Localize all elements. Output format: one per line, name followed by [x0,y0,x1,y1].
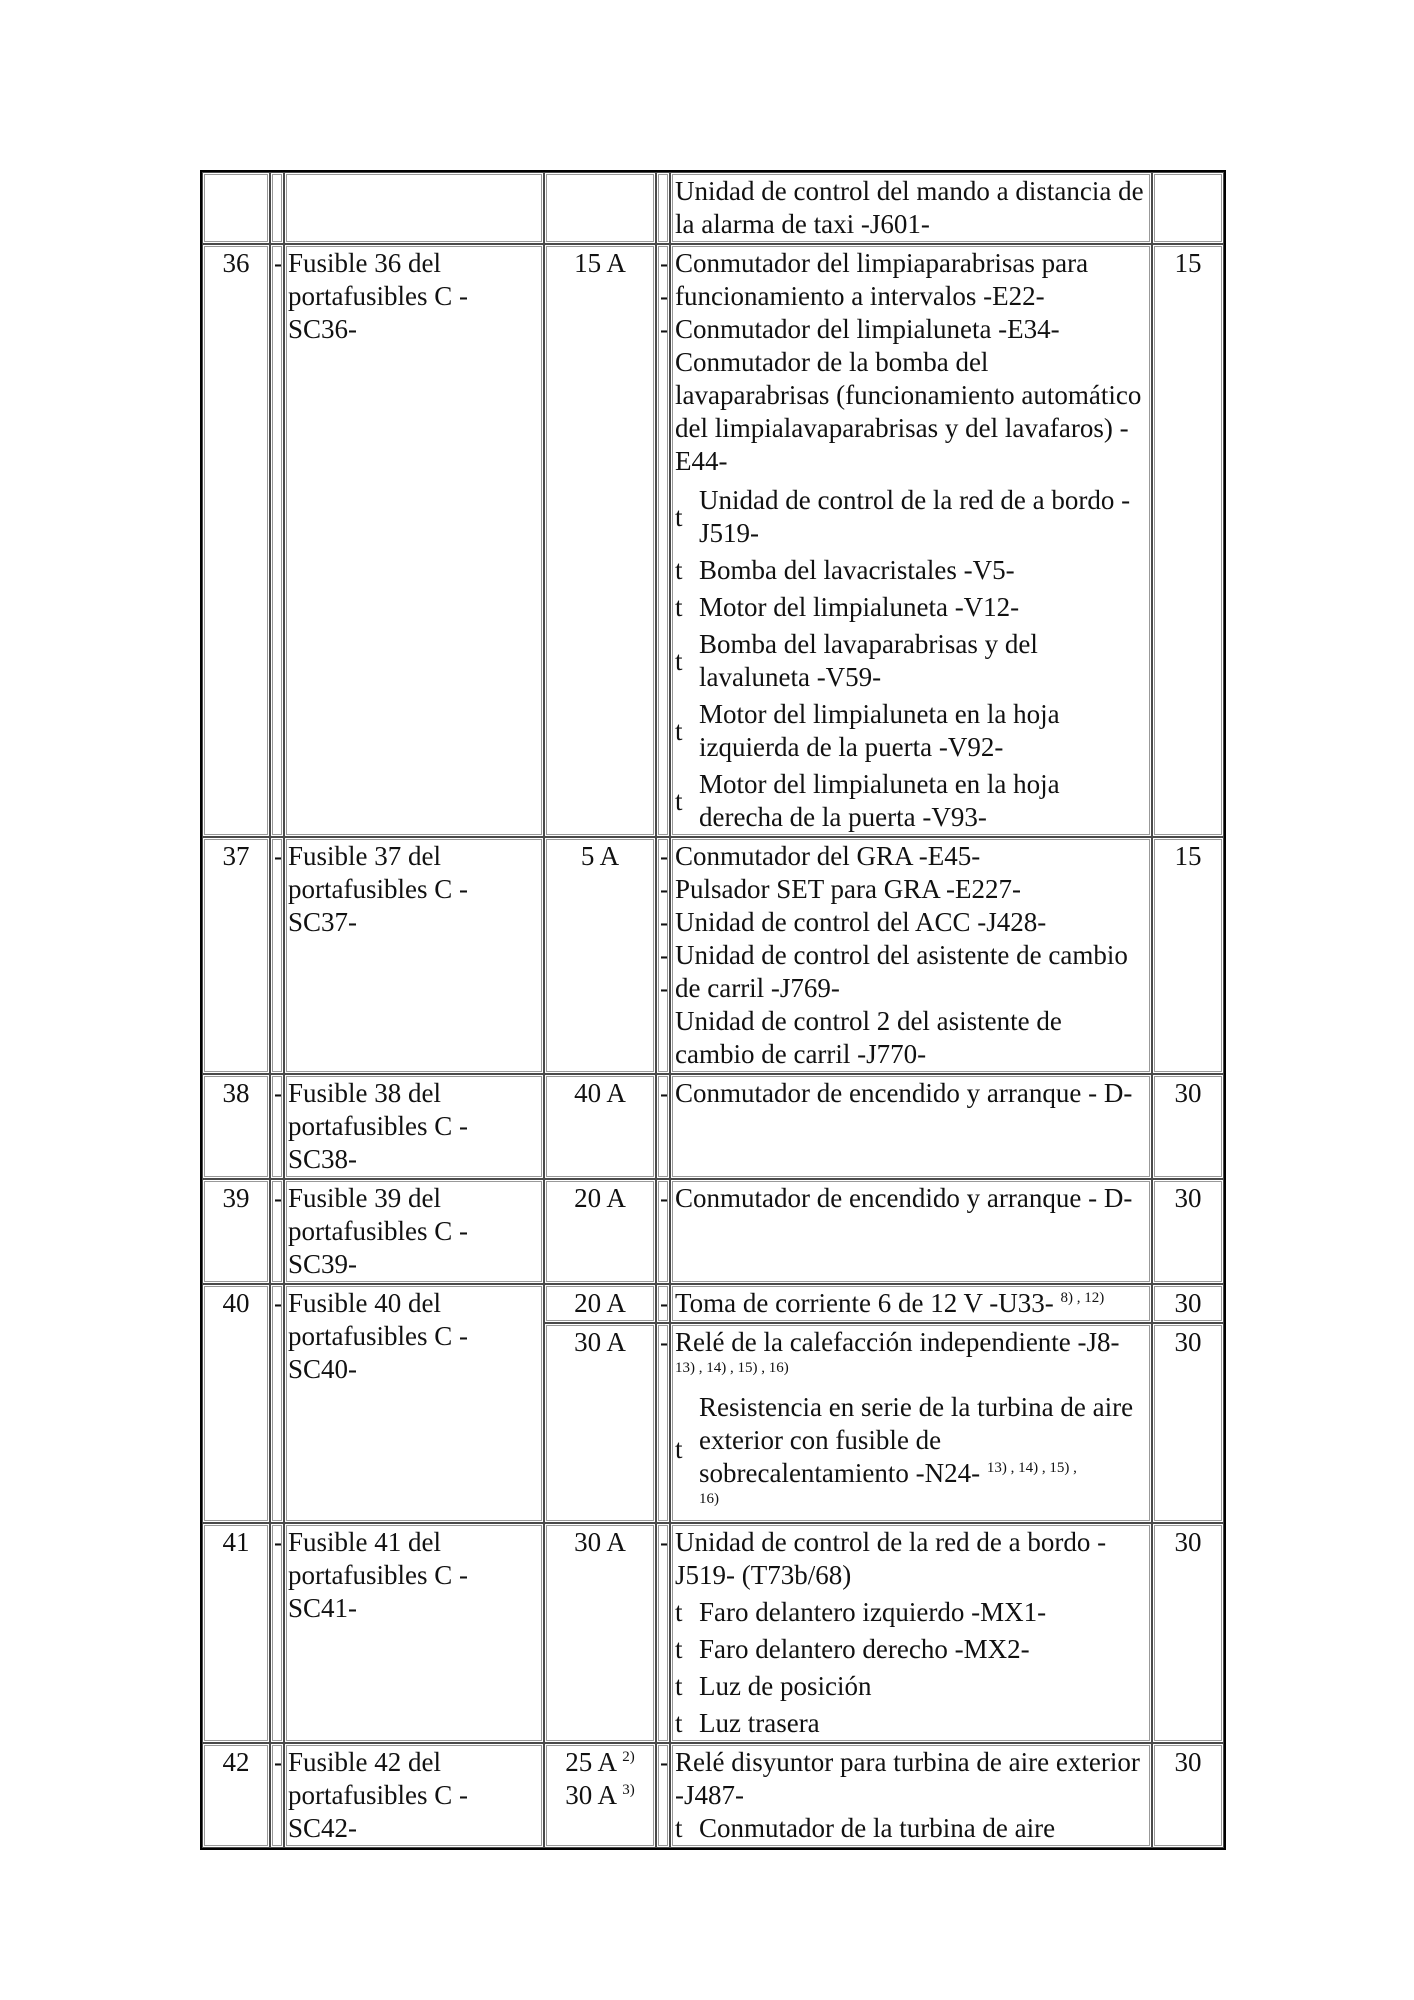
footnote-ref: 13) , 14) , 15) , [986,1460,1077,1476]
dash-marker: - [274,1078,283,1108]
component-list [670,1523,1152,1743]
component-item: Unidad de control 2 del asistente de cambio de carril -J770- [675,1006,1062,1069]
footnote-ref: 8) , 12) [1060,1290,1105,1306]
fuse-number: 38 [202,1074,270,1179]
bullet-marker: t [675,501,683,532]
component-item: Conmutador de encendido y arranque - D- [675,1183,1133,1213]
fuse-amperage [544,172,656,244]
bullet-marker: t [675,1634,683,1664]
table-row [202,172,1224,244]
footnote-ref: 3) [622,1782,635,1798]
table-row [202,1743,1224,1848]
bullet-marker: t [675,1434,683,1464]
dash-marker: - [660,1327,669,1357]
fuse-amperage: 15 A [544,244,656,837]
dash-marker: - [660,841,669,871]
terminal [1152,172,1224,244]
component-subitem: t Motor del limpialuneta en la hoja izquierda de la puerta -V92- [675,699,1060,762]
component-list [670,1284,1152,1323]
table-row [202,1074,1224,1179]
fuse-amperage: 25 A $^{2)}$ 30 A $^{3)}$ [544,1743,656,1848]
fuse-table-page [200,170,1226,1850]
fuse-amperage: 5 A [544,837,656,1074]
component-subitem: t Unidad de control de la red de a bordo -J519- [675,485,1131,548]
bullet-marker: t [675,1597,683,1627]
dash-marker: - [660,248,669,278]
terminal: 30 [1152,1179,1224,1284]
fuse-number: 39 [202,1179,270,1284]
fuse-number: 40 [202,1284,270,1523]
fuse-number: 36 [202,244,270,837]
component-list [670,172,1152,244]
fuse-number: 37 [202,837,270,1074]
footnote-ref: 13) , 14) , 15) , 16) [675,1360,789,1376]
component-subitem: t Bomba del lavacristales -V5- [675,555,1015,585]
component-subitem: t Motor del limpialuneta -V12- [675,592,1020,622]
fuse-name: Fusible 38 del portafusibles C - SC38- [284,1074,544,1179]
component-list [670,1179,1152,1284]
component-item: Unidad de control del mando a distancia de la alarma de taxi -J601- [675,176,1144,239]
fuse-amperage: 20 A [544,1284,656,1323]
component-item: Conmutador del limpiaparabrisas para funcionamiento a intervalos -E22- [675,248,1089,311]
terminal: 30 [1152,1523,1224,1743]
component-item: Conmutador del limpialuneta -E34- [675,314,1060,344]
dash-marker: - [660,314,669,344]
dash-marker: - [660,1747,669,1777]
fuse-amperage: 20 A [544,1179,656,1284]
fuse-name [284,172,544,244]
component-subitem: t Faro delantero izquierdo -MX1- [675,1597,1047,1627]
terminal: 30 [1152,1743,1224,1848]
fuse-name: Fusible 36 del portafusibles C - SC36- [284,244,544,837]
dash-marker: - [660,1078,669,1108]
bullet-marker: t [675,1671,683,1701]
component-subitem: t Luz de posición [675,1671,872,1701]
bullet-marker: t [675,592,683,622]
fuse-name: Fusible 40 del portafusibles C - SC40- [284,1284,544,1523]
fuse-name: Fusible 42 del portafusibles C - SC42- [284,1743,544,1848]
component-item: Conmutador del GRA -E45- [675,841,981,871]
dash-marker: - [274,841,283,871]
component-subitem: t Bomba del lavaparabrisas y del lavaluneta -V59- [675,629,1038,692]
bullet-marker: t [675,715,683,746]
component-item: Unidad de control del asistente de cambio de carril -J769- [675,940,1128,1003]
table-row [202,244,1224,837]
dash-marker: - [660,1183,669,1213]
terminal: 30 [1152,1323,1224,1523]
bullet-marker: t [675,1708,683,1738]
dash-marker: - [660,973,669,1003]
bullet-marker: t [675,555,683,585]
component-list [670,1323,1152,1523]
dash-marker: - [660,1527,669,1557]
fuse-table [200,170,1226,1850]
component-subitem: t Resistencia en serie de la turbina de aire exterior con fusible de sobrecalentamiento -N24- $^{13) , 14) , 15) ,}$ 16) [675,1391,1148,1508]
footnote-ref: 2) [622,1749,635,1765]
table-row [202,1284,1224,1323]
component-list [670,837,1152,1074]
table-row [202,1523,1224,1743]
component-item: Toma de corriente 6 de 12 V -U33- $^{8) , 12)}$ [675,1288,1105,1318]
table-row [202,1179,1224,1284]
component-subitem: t Luz trasera [675,1708,820,1738]
component-item: Conmutador de encendido y arranque - D- [675,1078,1133,1108]
fuse-name: Fusible 39 del portafusibles C - SC39- [284,1179,544,1284]
terminal: 15 [1152,837,1224,1074]
component-item: Unidad de control del ACC -J428- [675,907,1047,937]
terminal: 30 [1152,1284,1224,1323]
dash-marker: - [274,248,283,278]
bullet-marker: t [675,645,683,676]
terminal: 15 [1152,244,1224,837]
dash-marker: - [274,1183,283,1213]
component-list [670,244,1152,837]
component-item: Pulsador SET para GRA -E227- [675,874,1021,904]
dash-marker: - [274,1747,283,1777]
component-item: Relé de la calefacción independiente -J8- [675,1327,1120,1357]
dash-marker: - [660,1288,669,1318]
dash-marker: - [274,1527,283,1557]
footnote-ref: 16) [699,1491,719,1507]
bullet-marker: t [675,785,683,816]
component-subitem: t Motor del limpialuneta en la hoja derecha de la puerta -V93- [675,769,1060,832]
fuse-amperage: 30 A [544,1523,656,1743]
component-item: Conmutador de la bomba del lavaparabrisas (funcionamiento automático del limpialavaparabrisas y del lavafaros) -E44- [675,347,1142,476]
fuse-number: 42 [202,1743,270,1848]
bullet-marker: t [675,1813,683,1843]
fuse-number [202,172,270,244]
dash-marker: - [660,874,669,904]
dash-marker: - [274,1288,283,1318]
fuse-number: 41 [202,1523,270,1743]
component-list [670,1074,1152,1179]
dash-marker: - [660,281,669,311]
component-subitem: t Conmutador de la turbina de aire [675,1813,1056,1843]
component-list [670,1743,1152,1848]
fuse-amperage: 30 A [544,1323,656,1523]
fuse-name: Fusible 37 del portafusibles C - SC37- [284,837,544,1074]
component-item: Relé disyuntor para turbina de aire exterior -J487- [675,1747,1140,1810]
component-item: Unidad de control de la red de a bordo - J519- (T73b/68) [675,1527,1107,1590]
component-subitem: t Faro delantero derecho -MX2- [675,1634,1030,1664]
dash-marker: - [660,907,669,937]
terminal: 30 [1152,1074,1224,1179]
dash-marker: - [660,940,669,970]
fuse-amperage: 40 A [544,1074,656,1179]
table-row [202,837,1224,1074]
fuse-name: Fusible 41 del portafusibles C - SC41- [284,1523,544,1743]
